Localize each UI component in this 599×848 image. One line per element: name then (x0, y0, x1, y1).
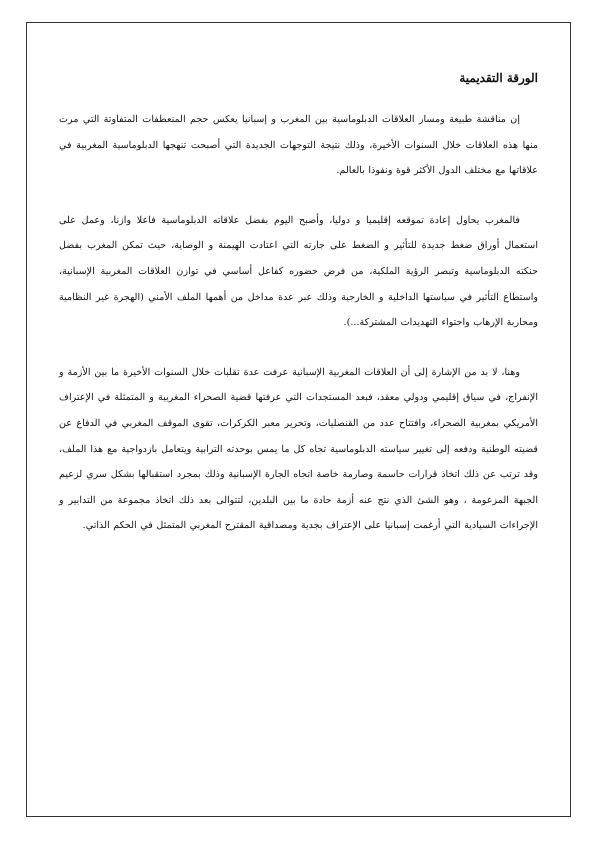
document-page (26, 22, 571, 817)
paragraph-3: وهنا، لا بد من الإشارة إلى أن العلاقات المغربية الإسبانية عرفت عدة تقلبات خلال السنوات الأخيرة ما بين الأزمة و الإنفراج، في سياق إقليمي ودولي معقد، فبعد المستجدات التي عرفتها قضية الصحراء المغربية و المتمثلة في الإعتراف الأمريكي بمغربية الصحراء، وافتتاح عدد من القنصليات، وتحرير معبر الكركرات، تقوى الموقف المغربي في الدفاع عن قضيته الوطنية ودفعه إلى تغيير سياسته الدبلوماسية تجاه كل ما يمس بوحدته الترابية ويتعامل بازدواجية مع هذا الملف، وقد ترتب عن ذلك اتخاذ قرارات حاسمة وصارمة خاصة اتجاه الجارة الإسبانية وذلك بمجرد استقبالها بشكل سري لزعيم الجبهة المزعومة ، وهو الشئ الذي نتج عنه أزمة حادة ما بين البلدين، لتتوالى بعد ذلك اتخاذ مجموعة من التدابير و الإجراءات السيادية التي أرغمت إسبانيا على الإعتراف بجدية ومصداقية المقترح المغربي المتمثل في الحكم الذاتي. (59, 366, 538, 532)
paragraph-2: فالمغرب يحاول إعادة تموقعه إقليميا و دوليا، وأصبح اليوم بفضل علاقاته الدبلوماسية فاعلا وازنا، وعمل على استعمال أوراق ضغط جديدة للتأثير و الضغط على جارته التي اعتادت الهيمنة و الوصاية، حيث تمكن المغرب بفضل حنكته الدبلوماسية وتبصر الرؤية الملكية، من فرض حضوره كفاعل أساسي في توازن العلاقات المغربية الإسبانية، واستطاع التأثير في سياستها الداخلية و الخارجية وذلك عبر عدة مداخل من أهمها الملف الأمني (الهجرة غير النظامية ومحاربة الإرهاب واحتواء التهديدات المشتركة...). (59, 214, 538, 329)
document-body (59, 71, 538, 563)
document-title: الورقة التقديمية (459, 71, 538, 85)
paragraph-1: إن مناقشة طبيعة ومسار العلاقات الدبلوماسية بين المغرب و إسبانيا يعكس حجم المنعطفات المتفاوتة التي مرت منها هذه العلاقات خلال السنوات الأخيرة، وذلك نتيجة التوجهات الجديدة التي أصبحت تنهجها الدبلوماسية المغربية في علاقاتها مع مختلف الدول الأكثر قوة ونفوذا بالعالم. (59, 114, 538, 177)
